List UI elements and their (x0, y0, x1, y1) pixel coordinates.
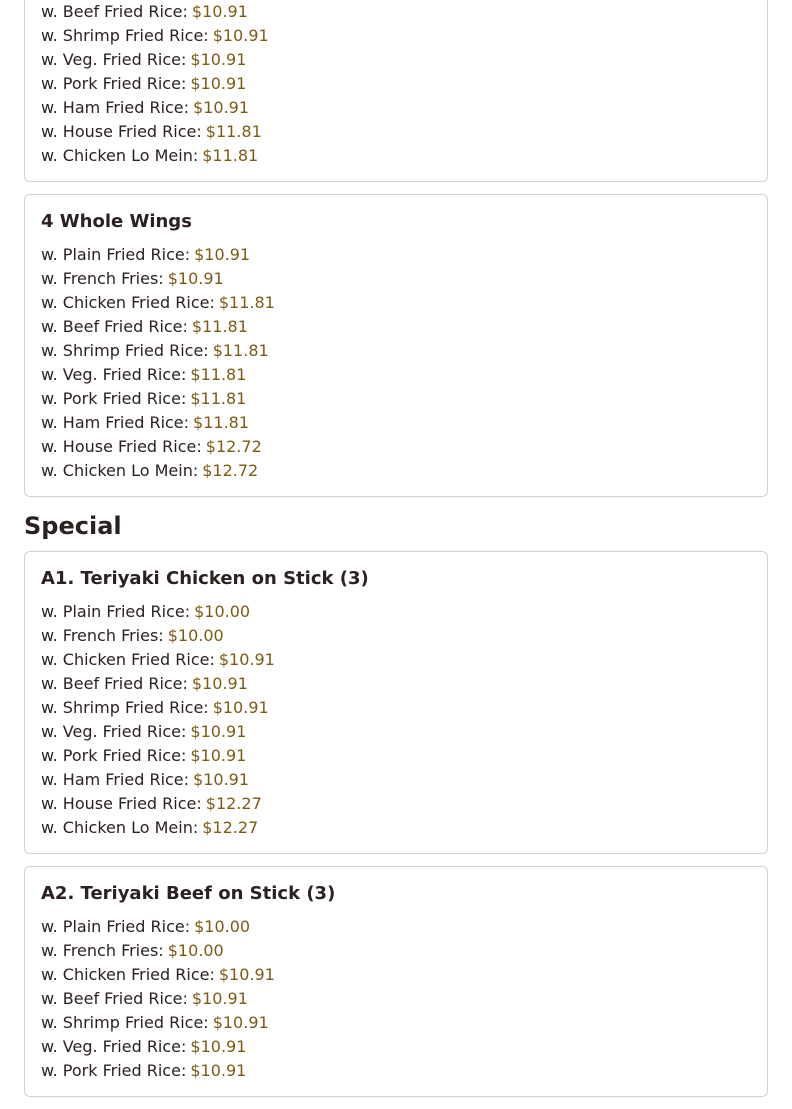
item-label: w. Veg. Fried Rice: (41, 365, 187, 384)
item-price: $10.91 (212, 698, 269, 717)
item-label: w. Pork Fried Rice: (41, 746, 187, 765)
item-label: w. Chicken Lo Mein: (41, 818, 199, 837)
menu-item (41, 696, 751, 720)
item-price: $11.81 (218, 293, 275, 312)
item-price: $11.81 (191, 317, 248, 336)
menu-item (41, 915, 751, 939)
menu-item (41, 0, 751, 24)
item-price: $10.00 (167, 941, 224, 960)
item-label: w. Veg. Fried Rice: (41, 50, 187, 69)
item-label: w. Pork Fried Rice: (41, 389, 187, 408)
item-price: $10.91 (218, 650, 275, 669)
item-label: w. Chicken Lo Mein: (41, 461, 199, 480)
item-price: $10.00 (167, 626, 224, 645)
menu-item (41, 387, 751, 411)
item-price: $10.91 (167, 269, 224, 288)
item-price: $10.00 (194, 602, 251, 621)
menu-item (41, 672, 751, 696)
item-label: w. Pork Fried Rice: (41, 74, 187, 93)
menu-item (41, 1011, 751, 1035)
item-price: $10.91 (191, 989, 248, 1008)
item-label: w. Ham Fried Rice: (41, 413, 190, 432)
menu-item (41, 411, 751, 435)
item-label: w. French Fries: (41, 269, 164, 288)
item-label: w. Beef Fried Rice: (41, 674, 188, 693)
item-label: w. French Fries: (41, 626, 164, 645)
menu-item (41, 267, 751, 291)
menu-item (41, 963, 751, 987)
menu-item (41, 72, 751, 96)
item-price: $10.91 (191, 2, 248, 21)
menu-card-a2-teriyaki-beef (24, 866, 768, 1097)
item-label: w. House Fried Rice: (41, 122, 202, 141)
menu-item (41, 48, 751, 72)
item-label: w. Beef Fried Rice: (41, 2, 188, 21)
item-label: w. Veg. Fried Rice: (41, 1037, 187, 1056)
menu-item (41, 720, 751, 744)
item-label: w. Shrimp Fried Rice: (41, 26, 209, 45)
menu-item (41, 24, 751, 48)
menu-item (41, 120, 751, 144)
menu-item (41, 459, 751, 483)
item-price: $10.91 (190, 746, 247, 765)
item-price: $10.91 (193, 98, 250, 117)
menu-item (41, 648, 751, 672)
item-label: w. House Fried Rice: (41, 794, 202, 813)
item-label: w. Plain Fried Rice: (41, 602, 191, 621)
item-label: w. Shrimp Fried Rice: (41, 1013, 209, 1032)
item-price: $12.27 (202, 818, 259, 837)
menu-card-4-whole-wings (24, 194, 768, 497)
item-price: $10.91 (190, 1037, 247, 1056)
menu-item (41, 291, 751, 315)
menu-item (41, 339, 751, 363)
menu-item (41, 600, 751, 624)
item-label: w. Beef Fried Rice: (41, 989, 188, 1008)
menu-item (41, 243, 751, 267)
item-price: $10.91 (190, 1061, 247, 1080)
item-label: w. Veg. Fried Rice: (41, 722, 187, 741)
item-label: w. Shrimp Fried Rice: (41, 698, 209, 717)
menu-item (41, 624, 751, 648)
menu-item (41, 744, 751, 768)
item-price: $11.81 (190, 389, 247, 408)
card-title: 4 Whole Wings (41, 211, 192, 232)
item-label: w. Chicken Fried Rice: (41, 293, 215, 312)
item-price: $10.91 (191, 674, 248, 693)
item-label: w. Plain Fried Rice: (41, 245, 191, 264)
item-label: w. Ham Fried Rice: (41, 98, 190, 117)
section-title-special: Special (24, 512, 122, 540)
item-label: w. Beef Fried Rice: (41, 317, 188, 336)
item-price: $11.81 (212, 341, 269, 360)
item-price: $10.91 (212, 26, 269, 45)
card-title: A1. Teriyaki Chicken on Stick (3) (41, 568, 369, 589)
item-price: $10.91 (190, 722, 247, 741)
item-price: $11.81 (205, 122, 262, 141)
item-price: $10.91 (193, 770, 250, 789)
item-label: w. Chicken Fried Rice: (41, 965, 215, 984)
menu-card-continued (24, 0, 768, 182)
item-label: w. House Fried Rice: (41, 437, 202, 456)
item-price: $10.00 (194, 917, 251, 936)
item-price: $12.72 (202, 461, 259, 480)
item-price: $10.91 (218, 965, 275, 984)
menu-item (41, 435, 751, 459)
menu-item (41, 363, 751, 387)
item-label: w. Chicken Fried Rice: (41, 650, 215, 669)
menu-item (41, 144, 751, 168)
menu-item (41, 315, 751, 339)
item-label: w. Ham Fried Rice: (41, 770, 190, 789)
item-label: w. Shrimp Fried Rice: (41, 341, 209, 360)
menu-item (41, 939, 751, 963)
item-price: $11.81 (190, 365, 247, 384)
item-price: $11.81 (193, 413, 250, 432)
menu-card-a1-teriyaki-chicken (24, 551, 768, 854)
menu-item (41, 792, 751, 816)
item-price: $10.91 (212, 1013, 269, 1032)
card-title: A2. Teriyaki Beef on Stick (3) (41, 883, 336, 904)
item-price: $10.91 (190, 50, 247, 69)
menu-item (41, 987, 751, 1011)
item-label: w. Pork Fried Rice: (41, 1061, 187, 1080)
menu-item (41, 816, 751, 840)
item-label: w. Chicken Lo Mein: (41, 146, 199, 165)
item-price: $11.81 (202, 146, 259, 165)
item-price: $12.27 (205, 794, 262, 813)
menu-item (41, 1035, 751, 1059)
item-price: $10.91 (194, 245, 251, 264)
menu-item (41, 768, 751, 792)
item-label: w. Plain Fried Rice: (41, 917, 191, 936)
menu-item (41, 1059, 751, 1083)
item-price: $12.72 (205, 437, 262, 456)
item-price: $10.91 (190, 74, 247, 93)
menu-item (41, 96, 751, 120)
item-label: w. French Fries: (41, 941, 164, 960)
